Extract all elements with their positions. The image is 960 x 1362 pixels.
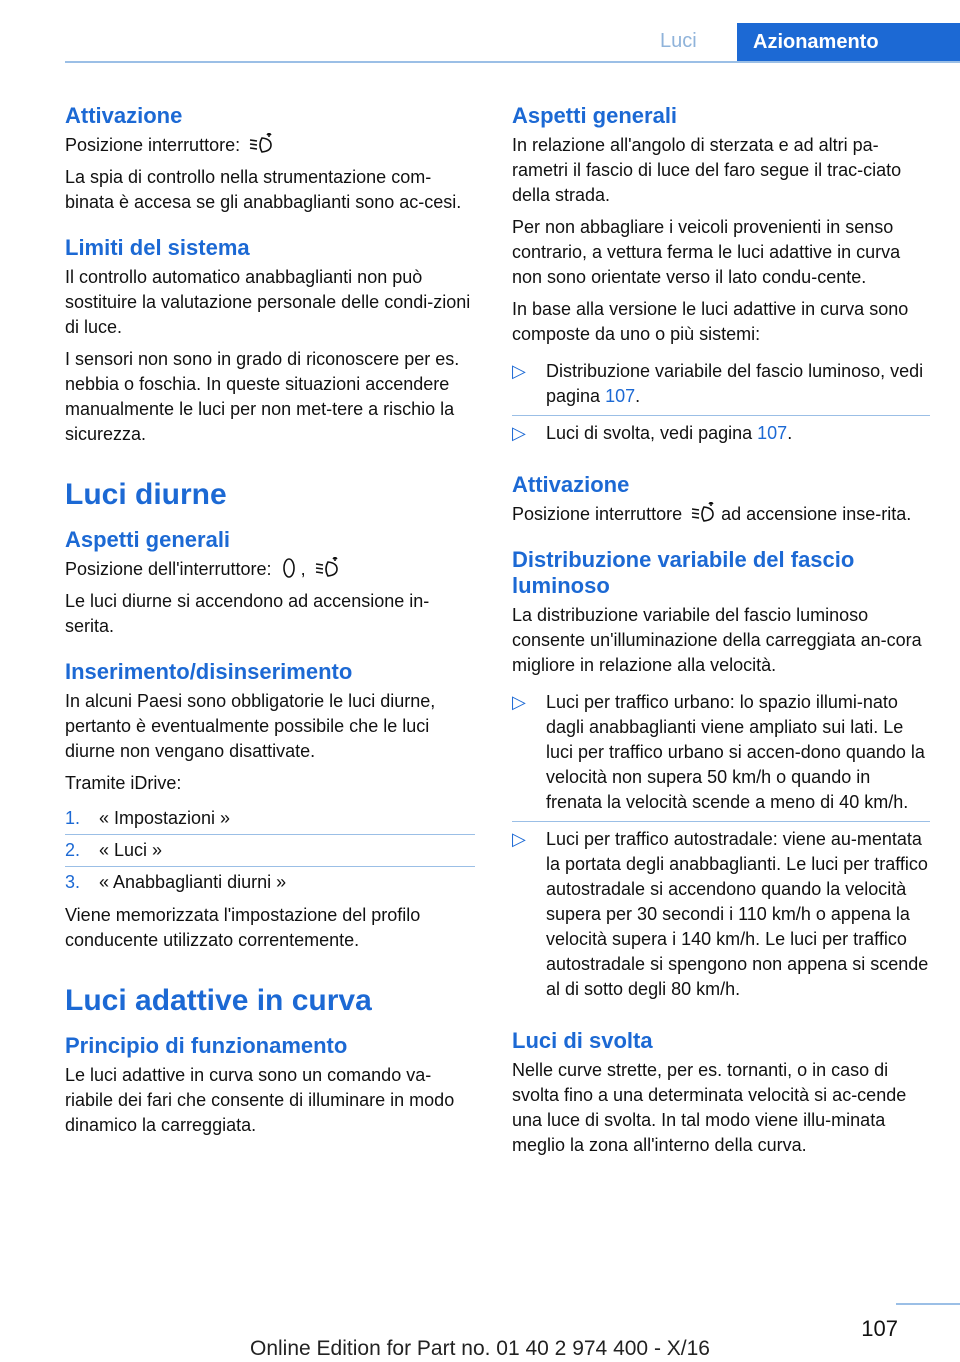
paragraph: Le luci diurne si accendono ad accensione in-serita. [65, 591, 430, 636]
paragraph: I sensori non sono in grado di riconoscere per es. nebbia o foschia. In queste situazioni accendere manualmente le luci per non met-tere a rischio la sicurezza. [65, 349, 460, 444]
paragraph: In alcuni Paesi sono obbligatorie le luci diurne, pertanto è eventualmente possibile che le luci diurne non vengano disattivate. [65, 691, 436, 761]
list-item: ▷ Luci per traffico urbano: lo spazio illumi-nato dagli anabbaglianti viene ampliato sui lati. Le luci per traffico urbano si accen-dono quando la velocità non supera 50 km/h o quando in frenata la velocità scende a meno di 40 km/h. [512, 685, 930, 822]
paragraph: La spia di controllo nella strumentazione com-binata è accesa se gli anabbaglianti sono ac-cesi. [65, 167, 462, 212]
section-title: Attivazione [512, 472, 630, 497]
paragraph: Viene memorizzata l'impostazione del profilo conducente utilizzato correntemente. [65, 905, 421, 950]
paragraph: Posizione interruttore: [65, 133, 475, 158]
chapter-title: Luci adattive in curva [65, 984, 372, 1017]
section-title: Limiti del sistema [65, 235, 250, 260]
bullet-icon: ▷ [512, 361, 526, 381]
paragraph: Posizione interruttore ad accensione inse-rita. [512, 504, 912, 524]
paragraph: Il controllo automatico anabbaglianti non può sostituire la valutazione personale delle condi-zioni di luce. [65, 267, 471, 337]
section-title: Attivazione [65, 103, 183, 128]
section-title: Principio di funzionamento [65, 1033, 348, 1058]
paragraph: Tramite iDrive: [65, 773, 182, 793]
daylight-icon [281, 557, 297, 579]
page-number: 107 [861, 1316, 898, 1341]
left-column [65, 103, 475, 1145]
auto-headlight-icon [249, 133, 275, 155]
section-title: Aspetti generali [512, 103, 678, 128]
list-item: 2. « Luci » [65, 835, 475, 867]
page-link[interactable]: 107 [605, 386, 636, 406]
section-title: Distribuzione variabile del fascio luminoso [512, 547, 855, 598]
right-column [512, 103, 930, 1165]
paragraph: In relazione all'angolo di sterzata e ad altri pa-rametri il fascio di luce del faro segue il trac-ciato della strada. [512, 135, 902, 205]
section-title: Inserimento/disinserimento [65, 659, 353, 684]
paragraph: Per non abbagliare i veicoli provenienti in senso contrario, a vettura ferma le luci adattive in curva non sono orientate verso il lato condu-cente. [512, 217, 901, 287]
bullet-icon: ▷ [512, 692, 526, 712]
auto-headlight-icon [315, 557, 341, 579]
paragraph: Posizione dell'interruttore: , [65, 557, 475, 582]
list-item: ▷ Luci per traffico autostradale: viene au-mentata la portata degli anabbaglianti. Le luci per traffico autostradale si accendono quando la velocità supera per 30 secondi i 110 km/h o appena la velocità supera i 140 km/h. Le luci per traffico autostradale si spengono non appena si scende al di sotto degli 80 km/h. [512, 829, 929, 999]
header-chapter: Azionamento [737, 23, 960, 61]
section-title: Aspetti generali [65, 527, 231, 552]
chapter-title: Luci diurne [65, 478, 227, 511]
paragraph: La distribuzione variabile del fascio luminoso consente un'illuminazione della carreggiata an-cora migliore in relazione alla velocità. [512, 605, 922, 675]
auto-headlight-icon [691, 502, 717, 524]
list-item: ▷ Distribuzione variabile del fascio luminoso, vedi pagina 107. [512, 354, 930, 416]
paragraph: Le luci adattive in curva sono un comando va-riabile dei fari che consente di illuminare in modo dinamico la carreggiata. [65, 1065, 455, 1135]
list-item: 3. « Anabbaglianti diurni » [65, 872, 287, 892]
list-item: 1. « Impostazioni » [65, 803, 475, 835]
bullet-icon: ▷ [512, 423, 526, 443]
edition-footer: Online Edition for Part no. 01 40 2 974 400 - X/16 [250, 1337, 710, 1360]
page-link[interactable]: 107 [757, 423, 788, 443]
systems-list [512, 354, 930, 452]
paragraph: In base alla versione le luci adattive in curva sono composte da uno o più sistemi: [512, 299, 909, 344]
section-title: Luci di svolta [512, 1028, 653, 1053]
header-rule [65, 61, 960, 63]
modes-list [512, 685, 930, 1008]
idrive-steps [65, 803, 475, 898]
header-section: Luci [660, 30, 697, 52]
paragraph: Nelle curve strette, per es. tornanti, o in caso di svolta fino a una determinata velocità si ac-cende una luce di svolta. In tal modo viene illu-minata meglio la zona all'interno della curva. [512, 1060, 907, 1155]
page-rule [896, 1303, 960, 1305]
list-item: ▷ Luci di svolta, vedi pagina 107. [512, 416, 930, 452]
bullet-icon: ▷ [512, 829, 526, 849]
